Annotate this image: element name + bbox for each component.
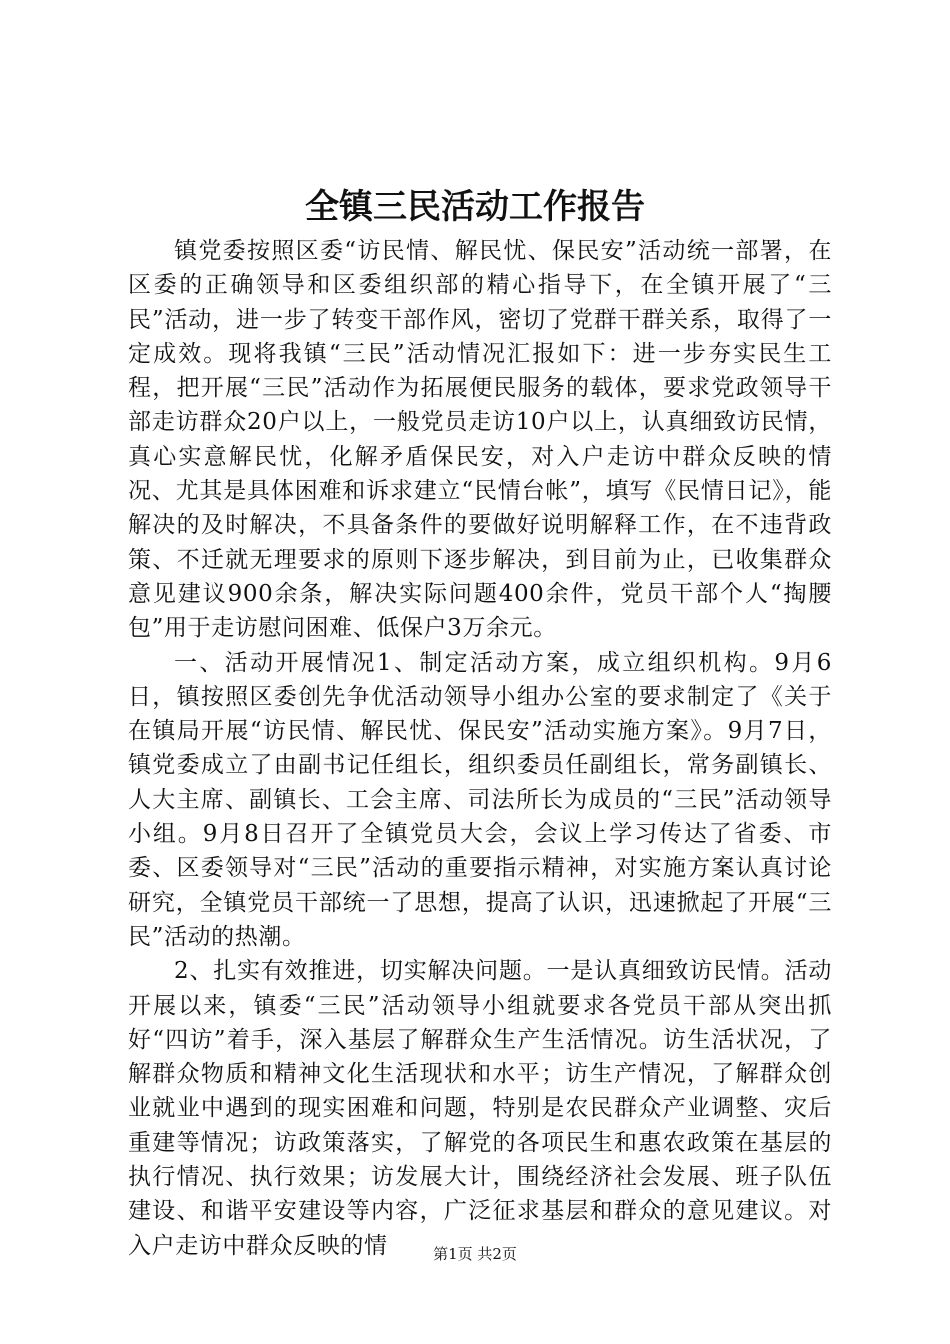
paragraph-section-two: 2、扎实有效推进，切实解决问题。一是认真细致访民情。活动开展以来，镇委“三民”活动领导小组就要求各党员干部从突出抓好“四访”着手，深入基层了解群众生产生活情况。访生活状况，了解群众物质和精神文化生活现状和水平；访生产情况，了解群众创业就业中遇到的现实困难和问题，特别是农民群众产业调整、灾后重建等情况；访政策落实，了解党的各项民生和惠农政策在基层的执行情况、执行效果；访发展大计，围绕经济社会发展、班子队伍建设、和谐平安建设等内容，广泛征求基层和群众的意见建议。对入户走访中群众反映的情 <box>128 958 832 1259</box>
paragraph-section-one: 一、活动开展情况1、制定活动方案，成立组织机构。9月6日，镇按照区委创先争优活动领导小组办公室的要求制定了《关于在镇局开展“访民情、解民忧、保民安”活动实施方案》。9月7日，镇党委成立了由副书记任组长，组织委员任副组长，常务副镇长、人大主席、副镇长、工会主席、司法所长为成员的“三民”活动领导小组。9月8日召开了全镇党员大会，会议上学习传达了省委、市委、区委领导对“三民”活动的重要指示精神，对实施方案认真讨论研究，全镇党员干部统一了思想，提高了认识，迅速掀起了开展“三民”活动的热潮。 <box>128 649 832 950</box>
document-title: 全镇三民活动工作报告 <box>305 187 645 227</box>
page-footer: 第1页 共2页 <box>433 1245 517 1263</box>
paragraph-intro: 镇党委按照区委“访民情、解民忧、保民安”活动统一部署，在区委的正确领导和区委组织部的精心指导下，在全镇开展了“三民”活动，进一步了转变干部作风，密切了党群干群关系，取得了一定成效。现将我镇“三民”活动情况汇报如下：进一步夯实民生工程，把开展“三民”活动作为拓展便民服务的载体，要求党政领导干部走访群众20户以上，一般党员走访10户以上，认真细致访民情，真心实意解民忧，化解矛盾保民安，对入户走访中群众反映的情况、尤其是具体困难和诉求建立“民情台帐”，填写《民情日记》，能解决的及时解决，不具备条件的要做好说明解释工作，在不违背政策、不迁就无理要求的原则下逐步解决，到目前为止，已收集群众意见建议900余条，解决实际问题400余件，党员干部个人“掏腰包”用于走访慰问困难、低保户3万余元。 <box>128 238 832 642</box>
document-body <box>128 234 832 1263</box>
